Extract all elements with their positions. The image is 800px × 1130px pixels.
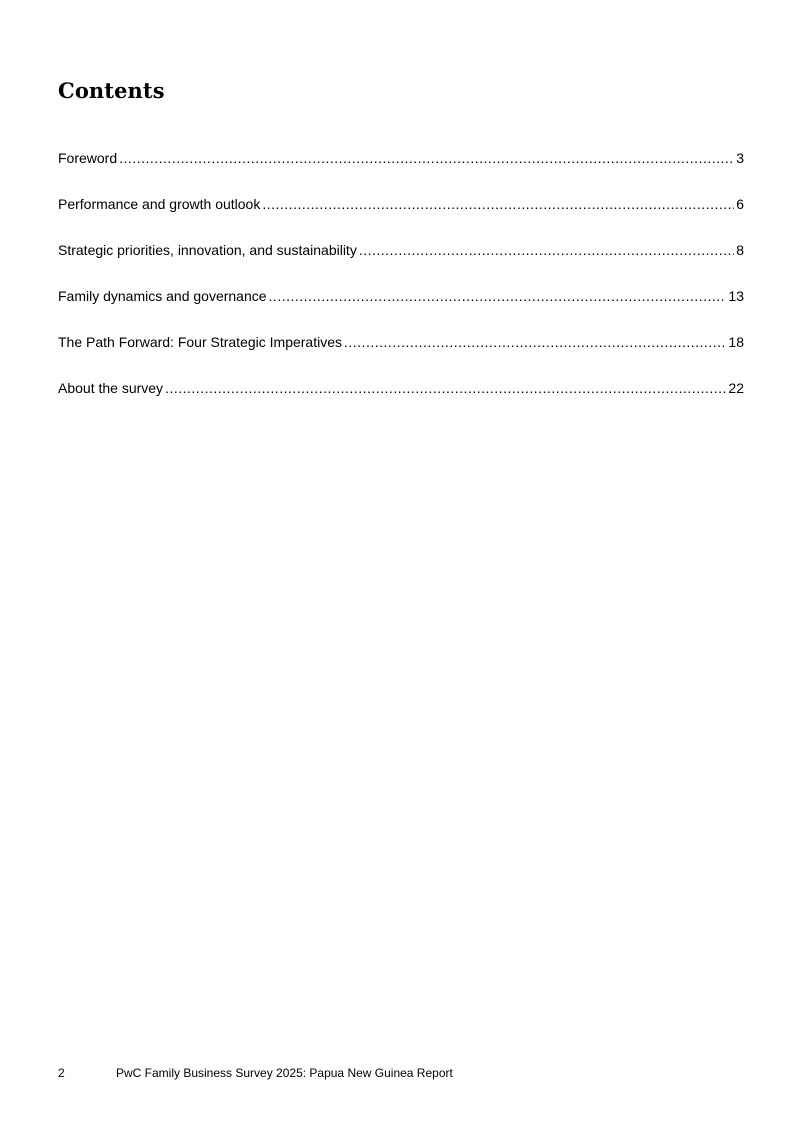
table-of-contents [58,148,744,424]
toc-entry-the-path-forward[interactable] [58,332,744,378]
toc-entry-label[interactable]: Family dynamics and governance [58,288,267,304]
footer-report-title: PwC Family Business Survey 2025: Papua New Guinea Report [116,1066,453,1080]
toc-dot-leader [344,332,726,352]
toc-entry-label[interactable]: About the survey [58,380,164,396]
toc-entry-family-dynamics-and-governance[interactable] [58,286,744,332]
page-title: Contents [58,78,165,103]
toc-entry-page-number[interactable]: 8 [736,242,744,258]
toc-entry-page-number[interactable]: 13 [728,288,744,304]
footer-page-number: 2 [58,1066,65,1080]
toc-entry-page-number[interactable]: 18 [728,334,744,350]
toc-dot-leader [165,378,726,398]
toc-entry-label[interactable]: Foreword [58,150,118,166]
toc-entry-label[interactable]: Strategic priorities, innovation, and sustainability [58,242,357,258]
toc-entry-page-number[interactable]: 22 [728,380,744,396]
toc-entry-about-the-survey[interactable] [58,378,744,424]
toc-entry-page-number[interactable]: 3 [736,150,744,166]
toc-dot-leader [262,194,734,214]
toc-dot-leader [359,240,734,260]
toc-entry-strategic-priorities[interactable] [58,240,744,286]
toc-entry-foreword[interactable] [58,148,744,194]
page-footer [58,1065,453,1081]
toc-entry-label[interactable]: The Path Forward: Four Strategic Imperatives [58,334,342,350]
toc-dot-leader [119,148,734,168]
toc-dot-leader [269,286,727,306]
toc-entry-performance-and-growth-outlook[interactable] [58,194,744,240]
toc-entry-page-number[interactable]: 6 [736,196,744,212]
toc-entry-label[interactable]: Performance and growth outlook [58,196,261,212]
